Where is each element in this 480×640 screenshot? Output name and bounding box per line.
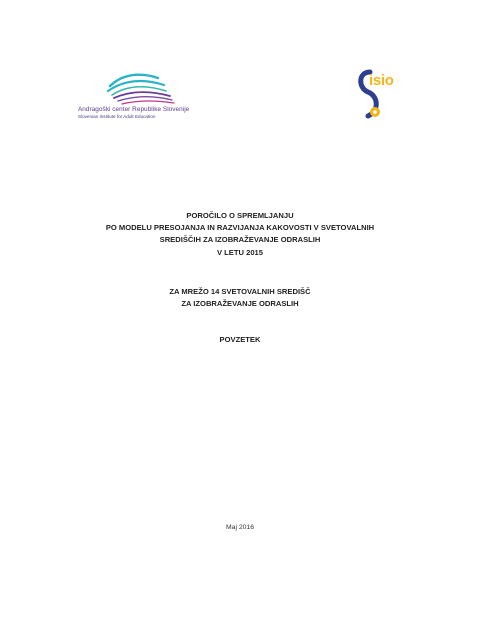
summary-label: POVZETEK bbox=[219, 335, 261, 344]
title-line: PO MODELU PRESOJANJA IN RAZVIJANJA KAKOVOSTI V SVETOVALNIH bbox=[105, 223, 375, 233]
acs-org-subtitle: Slovenian Institute for Adult Education bbox=[78, 114, 156, 119]
title-line: POROČILO O SPREMLJANJU bbox=[186, 211, 294, 220]
acs-wave-icon bbox=[106, 72, 176, 106]
network-line: ZA IZOBRAŽEVANJE ODRASLIH bbox=[181, 299, 299, 309]
title-line: SREDIŠČIH ZA IZOBRAŽEVANJE ODRASLIH bbox=[159, 235, 321, 245]
network-subtitle bbox=[60, 286, 420, 310]
acs-logo bbox=[78, 72, 208, 124]
network-line: ZA MREŽO 14 SVETOVALNIH SREDIŠČ bbox=[169, 287, 311, 296]
acs-org-name: Andragoški center Republike Slovenije bbox=[78, 106, 190, 113]
isio-logo-text: isio bbox=[369, 72, 394, 89]
isio-logo bbox=[356, 66, 412, 130]
publication-date: Maj 2016 bbox=[226, 524, 254, 531]
title-line: V LETU 2015 bbox=[216, 247, 263, 257]
report-title bbox=[60, 210, 420, 259]
